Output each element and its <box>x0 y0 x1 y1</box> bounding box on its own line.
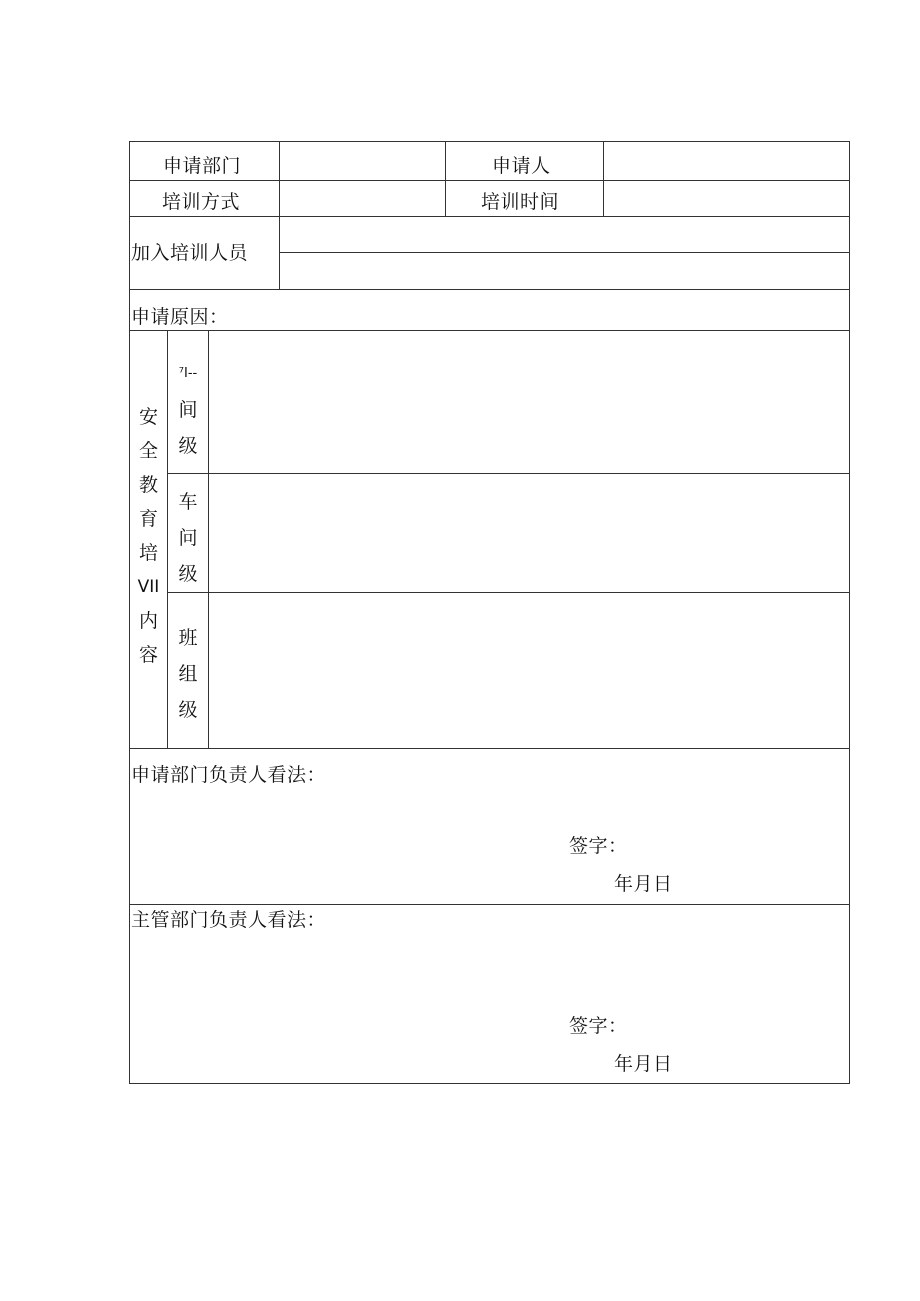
time-label: 培训时间 <box>481 191 560 213</box>
safety-char: 内 <box>138 610 158 632</box>
row-divider <box>130 748 849 749</box>
level-2-content[interactable] <box>209 474 849 592</box>
col-divider <box>445 142 446 216</box>
dept-input[interactable] <box>280 142 445 180</box>
time-input[interactable] <box>604 181 849 216</box>
dept-head-opinion-input[interactable] <box>130 792 849 862</box>
safety-char: 容 <box>138 644 158 666</box>
dept-label: 申请部门 <box>163 155 242 177</box>
dept-head-date-label: 年月日 <box>614 873 673 895</box>
participants-input-1[interactable] <box>280 217 849 252</box>
level-char: 班 <box>178 627 198 649</box>
safety-char: 安 <box>138 406 158 428</box>
level-char: 级 <box>178 699 198 721</box>
safety-char: VII <box>137 577 160 597</box>
level-2-label <box>168 484 208 592</box>
level-3-content[interactable] <box>209 593 849 748</box>
level-char: 间 <box>178 399 198 421</box>
supervisor-opinion-label: 主管部门负责人看法： <box>131 909 327 931</box>
reason-label: 申请原因： <box>131 306 229 328</box>
safety-char: 教 <box>138 474 158 496</box>
level-char: 组 <box>178 663 198 685</box>
level-1-label <box>168 356 208 464</box>
level-char: 车 <box>178 491 198 513</box>
level-char: 级 <box>178 435 198 457</box>
applicant-label: 申请人 <box>492 155 551 177</box>
method-label: 培训方式 <box>162 191 241 213</box>
participants-label: 加入培训人员 <box>131 242 249 264</box>
level-3-label <box>168 620 208 728</box>
level-char: ⁷I-- <box>178 366 198 381</box>
supervisor-opinion-input[interactable] <box>130 937 849 1017</box>
supervisor-sign-label: 签字： <box>569 1015 628 1037</box>
participants-input-2[interactable] <box>280 253 849 289</box>
level-char: 级 <box>178 563 198 585</box>
safety-char: 育 <box>138 508 158 530</box>
row-divider <box>130 904 849 905</box>
safety-char: 培 <box>138 542 158 564</box>
safety-section-label <box>130 400 167 672</box>
method-input[interactable] <box>280 181 445 216</box>
row-divider <box>130 289 849 290</box>
level-char: 问 <box>178 527 198 549</box>
level-1-content[interactable] <box>209 331 849 473</box>
dept-head-opinion-label: 申请部门负责人看法： <box>131 764 327 786</box>
safety-char: 全 <box>138 440 158 462</box>
training-application-form <box>129 141 850 1084</box>
supervisor-date-label: 年月日 <box>614 1053 673 1075</box>
applicant-input[interactable] <box>604 142 849 180</box>
dept-head-sign-label: 签字： <box>569 835 628 857</box>
